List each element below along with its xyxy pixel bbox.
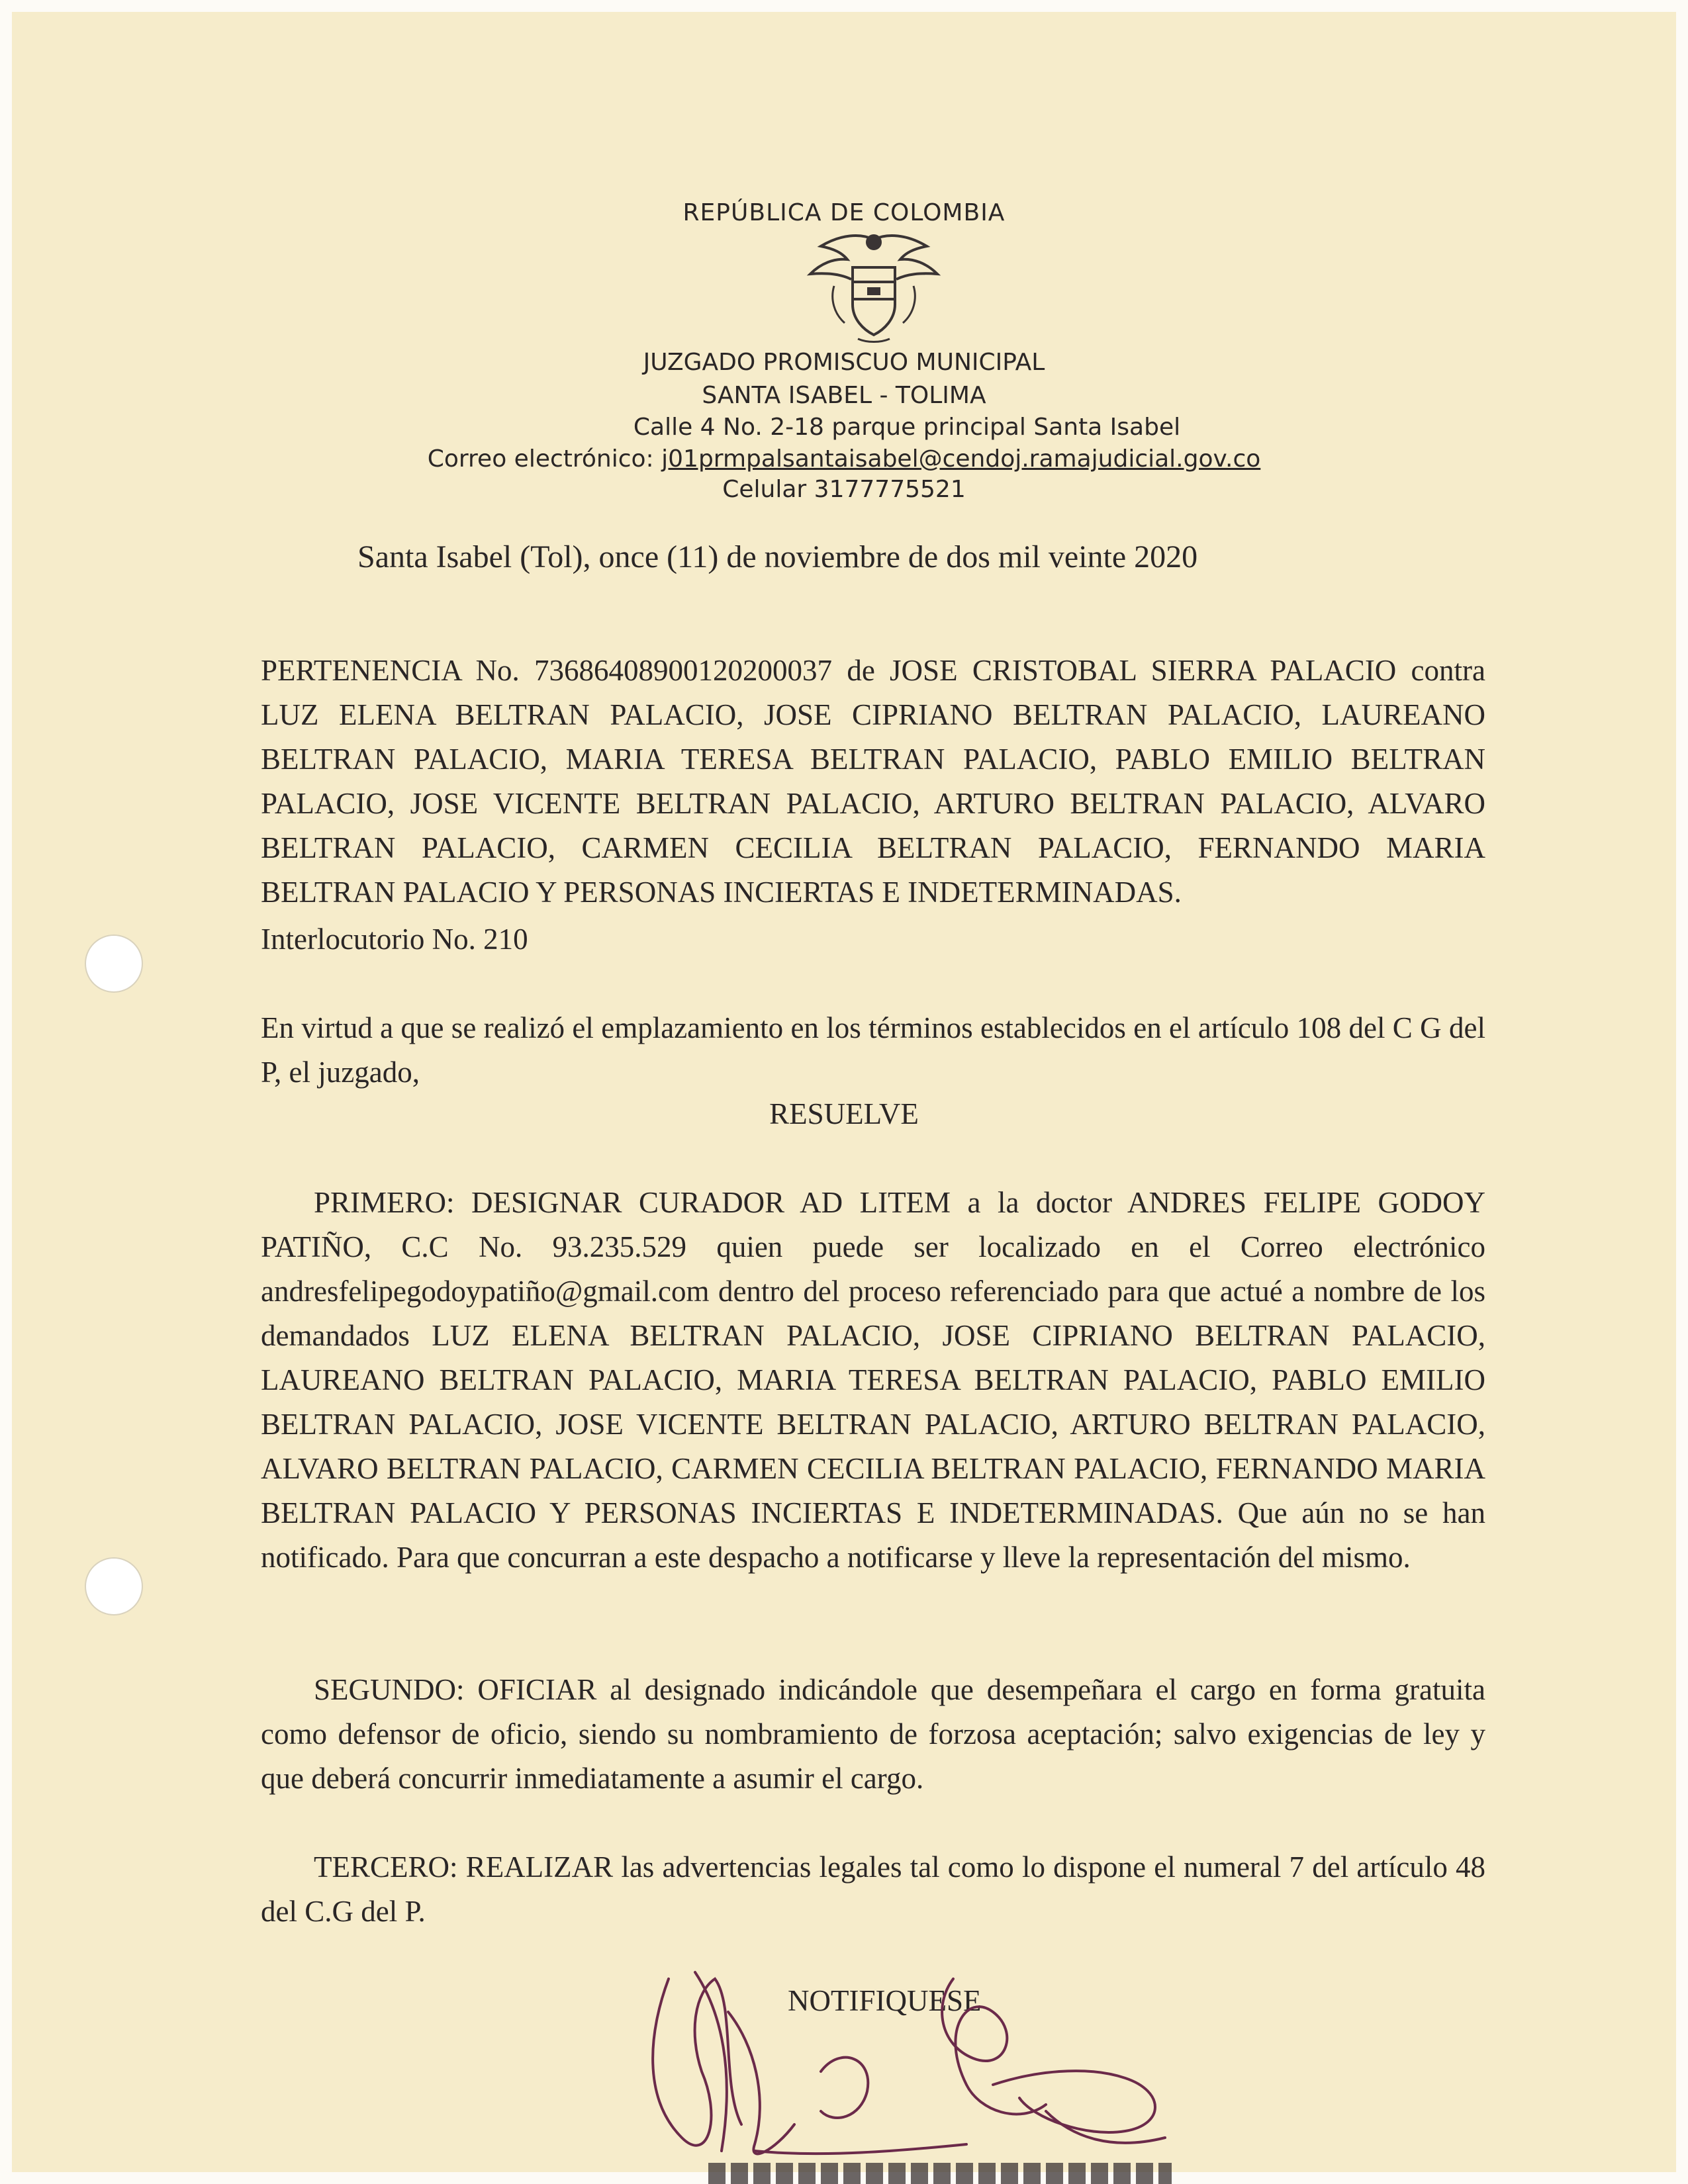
coat-of-arms-icon bbox=[794, 226, 953, 345]
interlocutory-number: Interlocutorio No. 210 bbox=[261, 923, 528, 956]
republic-heading: REPÚBLICA DE COLOMBIA bbox=[682, 199, 1006, 226]
court-name: JUZGADO PROMISCUO MUNICIPAL bbox=[643, 349, 1045, 376]
resolution-second-text: SEGUNDO: OFICIAR al designado indicándole que desempeñara el cargo en forma gratuita como defensor de oficio, siendo su nombramiento de forzosa aceptación; salvo exigencias de ley y que deberá concurrir inmediatamente a asumir el cargo. bbox=[261, 1673, 1485, 1795]
signer-name-cutoff bbox=[708, 2163, 1172, 2184]
case-reference bbox=[261, 649, 1485, 915]
court-address: Calle 4 No. 2-18 parque principal Santa Isabel bbox=[633, 414, 1181, 441]
case-parties: PERTENENCIA No. 73686408900120200037 de JOSE CRISTOBAL SIERRA PALACIO contra LUZ ELENA BELTRAN PALACIO, JOSE CIPRIANO BELTRAN PALACIO, LAUREANO BELTRAN PALACIO, MARIA TERESA BELTRAN PALACIO, PABLO EMILIO BELTRAN PALACIO, JOSE VICENTE BELTRAN PALACIO, ARTURO BELTRAN PALACIO, ALVARO BELTRAN PALACIO, CARMEN CECILIA BELTRAN PALACIO, FERNANDO MARIA BELTRAN PALACIO Y PERSONAS INCIERTAS E INDETERMINADAS. bbox=[261, 654, 1485, 909]
resolution-third bbox=[261, 1845, 1485, 1934]
email-label: Correo electrónico: bbox=[427, 445, 662, 473]
court-email-link[interactable]: j01prmpalsantaisabel@cendoj.ramajudicial.gov.co bbox=[661, 445, 1261, 473]
document-date: Santa Isabel (Tol), once (11) de noviembre de dos mil veinte 2020 bbox=[357, 539, 1198, 574]
notify-heading: NOTIFIQUESE bbox=[788, 1984, 982, 2017]
punch-hole-bottom bbox=[85, 1557, 143, 1615]
resolution-first bbox=[261, 1181, 1485, 1580]
court-email-line bbox=[0, 443, 1688, 475]
handwritten-signature bbox=[622, 1952, 1218, 2184]
court-phone: Celular 3177775521 bbox=[722, 476, 966, 503]
resolution-second bbox=[261, 1668, 1485, 1801]
intro-text: En virtud a que se realizó el emplazamiento en los términos establecidos en el artículo 108 del C G del P, el juzgado, bbox=[261, 1011, 1485, 1089]
resolution-first-text: PRIMERO: DESIGNAR CURADOR AD LITEM a la doctor ANDRES FELIPE GODOY PATIÑO, C.C No. 93.235.529 quien puede ser localizado en el Correo electrónico andresfelipegodoypatiño@gmail.com dentro del proceso referenciado para que actué a nombre de los demandados LUZ ELENA BELTRAN PALACIO, JOSE CIPRIANO BELTRAN PALACIO, LAUREANO BELTRAN PALACIO, MARIA TERESA BELTRAN PALACIO, PABLO EMILIO BELTRAN PALACIO, JOSE VICENTE BELTRAN PALACIO, ARTURO BELTRAN PALACIO, ALVARO BELTRAN PALACIO, CARMEN CECILIA BELTRAN PALACIO, FERNANDO MARIA BELTRAN PALACIO Y PERSONAS INCIERTAS E INDETERMINADAS. Que aún no se han notificado. Para que concurran a este despacho a notificarse y lleve la representación del mismo. bbox=[261, 1186, 1485, 1574]
resolution-third-text: TERCERO: REALIZAR las advertencias legales tal como lo dispone el numeral 7 del artículo 48 del C.G del P. bbox=[261, 1850, 1485, 1928]
punch-hole-top bbox=[85, 934, 143, 993]
resolve-heading: RESUELVE bbox=[769, 1097, 919, 1130]
intro-paragraph bbox=[261, 1006, 1485, 1095]
court-city: SANTA ISABEL - TOLIMA bbox=[702, 382, 986, 409]
